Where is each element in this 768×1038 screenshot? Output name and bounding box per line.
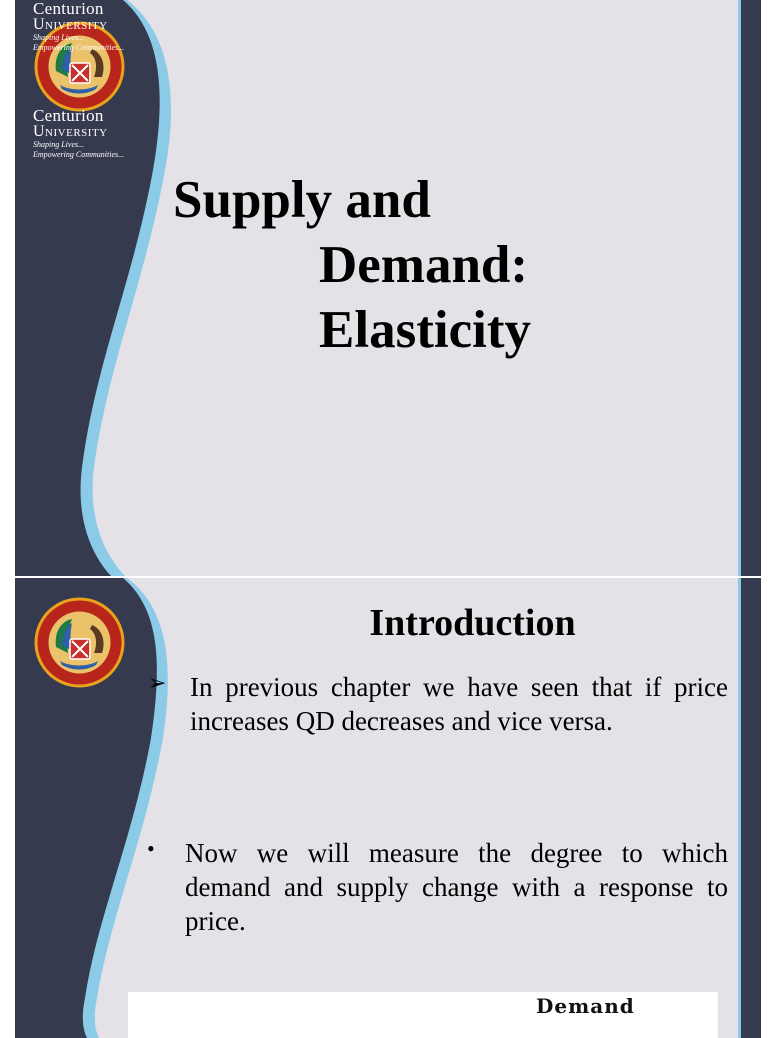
slide-title-line-1: Supply and — [173, 171, 431, 229]
brand-tagline-1: Shaping Lives... — [33, 140, 85, 149]
university-brand — [33, 0, 124, 53]
arrow-bullet-icon: ➢ — [148, 670, 167, 695]
university-brand — [33, 107, 124, 160]
brand-tagline-1: Shaping Lives... — [33, 33, 85, 42]
brand-name: Centurion — [33, 106, 104, 125]
right-strip — [738, 578, 761, 1038]
demand-image-label: Demand — [536, 994, 635, 1018]
slide-1 — [15, 0, 761, 576]
brand-tagline-2: Empowering Communities... — [33, 150, 125, 159]
bullet-text-1: In previous chapter we have seen that if price increases QD decreases and vice versa. — [190, 672, 728, 736]
slide-2 — [15, 578, 761, 1038]
right-strip — [738, 0, 761, 576]
dot-bullet-icon: • — [147, 836, 155, 861]
demand-illustration — [128, 992, 718, 1038]
brand-tagline-2: Empowering Communities... — [33, 43, 125, 52]
university-logo — [32, 595, 127, 690]
bullet-text-2: Now we will measure the degree to which demand and supply change with a response to price. — [185, 838, 728, 936]
slide-title-line-2: Demand: — [319, 236, 529, 294]
brand-university: University — [33, 123, 108, 140]
brand-name: Centurion — [33, 0, 104, 18]
slide-title: Introduction — [369, 602, 576, 644]
slide-title-line-3: Elasticity — [319, 301, 531, 359]
brand-university: University — [33, 16, 108, 33]
